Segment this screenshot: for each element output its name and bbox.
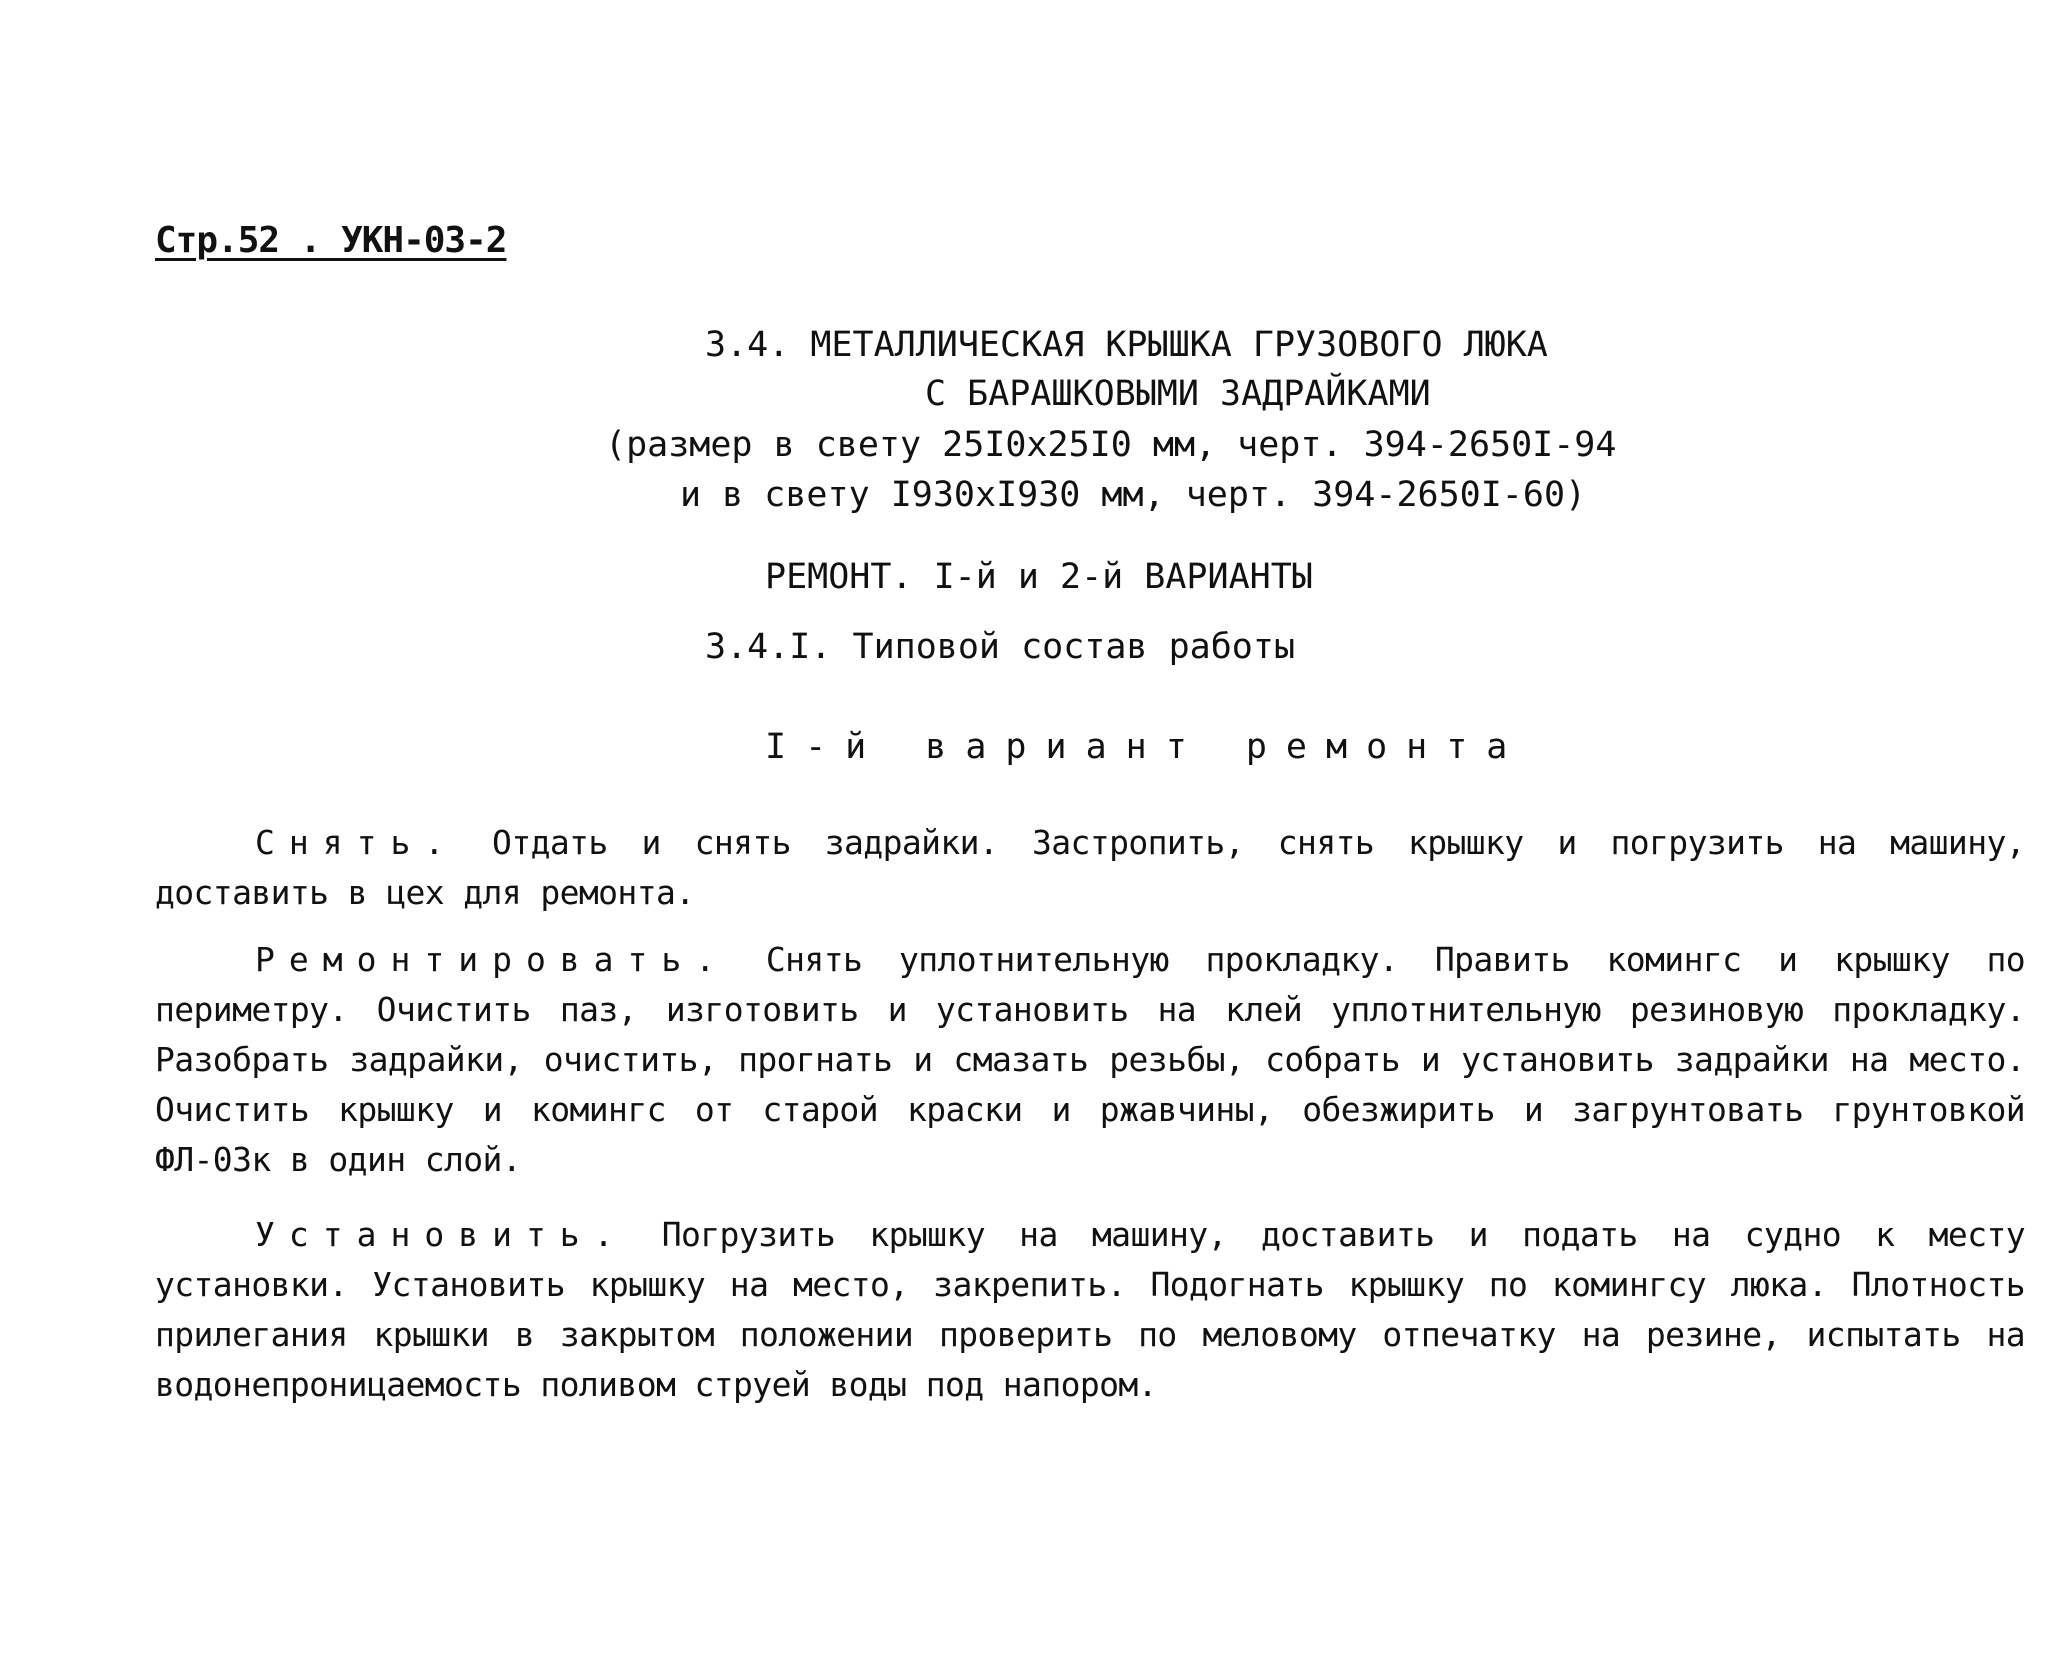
paragraph-install (155, 1210, 2025, 1410)
variant-heading: I-й вариант ремонта (765, 727, 1527, 767)
paragraph-lead: Установить. (255, 1215, 628, 1254)
subtitle: РЕМОНТ. I-й и 2-й ВАРИАНТЫ (765, 557, 1313, 597)
title-line-2: С БАРАШКОВЫМИ ЗАДРАЙКАМИ (925, 374, 1431, 414)
title-line-1: 3.4. МЕТАЛЛИЧЕСКАЯ КРЫШКА ГРУЗОВОГО ЛЮКА (705, 325, 1548, 365)
paragraph-text: Погрузить крышку на машину, доставить и подать на судно к месту установки. Установить крышку на место, закрепить. Подогнать крышку по комингсу люка. Плотность прилегания крышки в закрытом положении проверить по меловому отпечатку на резине, испытать на водонепроницаемость поливом струей воды под напором. (155, 1215, 2025, 1404)
paragraph-text: Отдать и снять задрайки. Застропить, снять крышку и погрузить на машину, доставить в цех для ремонта. (155, 823, 2025, 912)
section-heading: 3.4.I. Типовой состав работы (705, 627, 1296, 667)
page-header: Стр.52 . УКН-03-2 (155, 220, 507, 261)
paragraph-remove (155, 818, 2025, 918)
paragraph-lead: Снять. (255, 823, 459, 862)
paragraph-repair (155, 935, 2025, 1185)
paragraph-text: Снять уплотнительную прокладку. Править комингс и крышку по периметру. Очистить паз, изготовить и установить на клей уплотнительную резиновую прокладку. Разобрать задрайки, очистить, прогнать и смазать резьбы, собрать и установить задрайки на место. Очистить крышку и комингс от старой краски и ржавчины, обезжирить и загрунтовать грунтовкой ФЛ-03к в один слой. (155, 940, 2025, 1179)
title-line-4: и в свету I930xI930 мм, черт. 394-2650I-60) (680, 475, 1587, 515)
paragraph-lead: Ремонтировать. (255, 940, 730, 979)
title-line-3: (размер в свету 25I0x25I0 мм, черт. 394-2650I-94 (605, 425, 1617, 465)
